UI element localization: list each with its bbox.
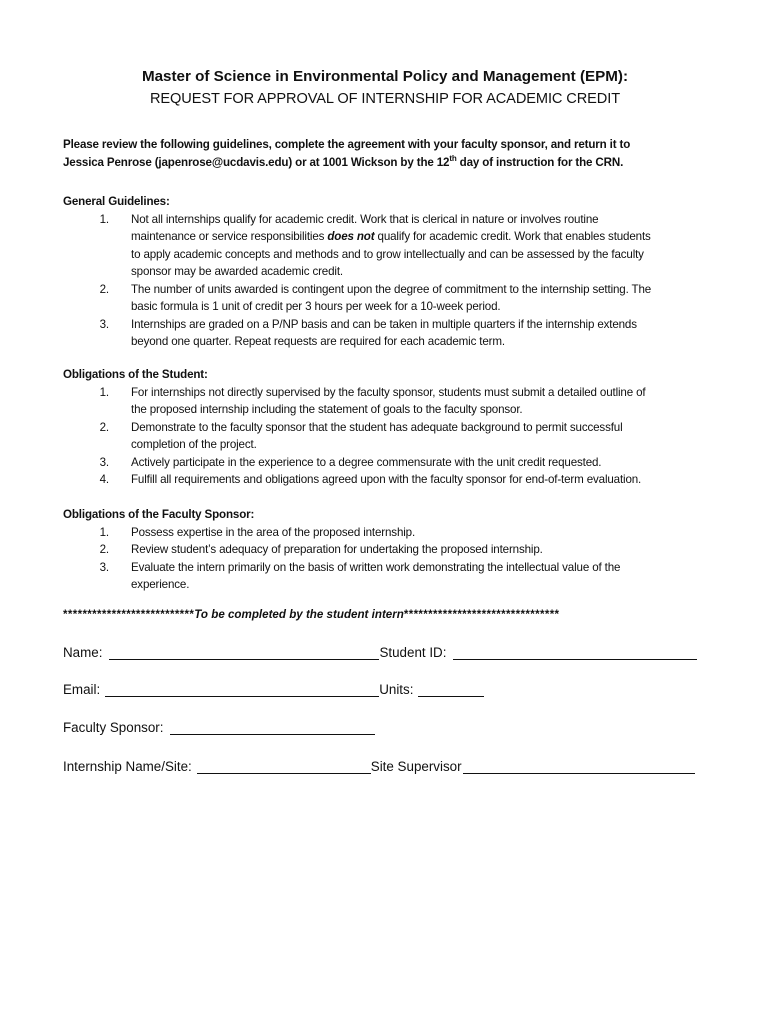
- list-number: 2.: [99, 543, 109, 556]
- intro-text: Jessica Penrose (japenrose@ucdavis.edu) or at 1001 Wickson by the 12: [63, 155, 450, 169]
- intro-paragraph: [63, 136, 723, 171]
- list-item: [63, 541, 723, 559]
- list-text: experience.: [131, 578, 190, 591]
- email-row: [63, 682, 484, 697]
- units-field[interactable]: [418, 682, 484, 697]
- ordinal-suffix: th: [449, 153, 457, 163]
- list-number: 3.: [99, 560, 109, 574]
- general-guidelines-section: [63, 193, 723, 351]
- list-text: completion of the project.: [131, 438, 257, 451]
- list-text: Evaluate the intern primarily on the basis of written work demonstrating the intellectual value of the: [131, 560, 621, 574]
- name-row: [63, 645, 697, 660]
- list-text: Actively participate in the experience to a degree commensurate with the unit credit requested.: [131, 455, 602, 469]
- list-item: [63, 454, 723, 472]
- site-supervisor-field[interactable]: [463, 759, 695, 774]
- list-text: The number of units awarded is contingent upon the degree of commitment to the internship setting. The: [131, 282, 652, 296]
- list-number: 1.: [99, 212, 109, 226]
- list-text: basic formula is 1 unit of credit per 3 hours per week for a 10-week period.: [131, 300, 501, 313]
- list-item: [63, 211, 723, 281]
- list-item: [63, 471, 723, 489]
- list-item: [63, 281, 723, 316]
- list-text: to apply academic concepts and methods and to grow intellectually and can be assessed by the faculty: [131, 247, 644, 261]
- units-label: Units:: [379, 682, 414, 697]
- list-text: sponsor may be awarded academic credit.: [131, 265, 343, 278]
- banner-label: To be completed by the student intern: [194, 608, 404, 621]
- list-text: Internships are graded on a P/NP basis and can be taken in multiple quarters if the internship extends: [131, 317, 637, 331]
- name-field[interactable]: [109, 645, 379, 660]
- intro-text: day of instruction for the CRN.: [456, 155, 624, 169]
- list-number: 3.: [99, 317, 109, 331]
- list-text: beyond one quarter. Repeat requests are required for each academic term.: [131, 335, 505, 348]
- list-number: 2.: [99, 282, 109, 296]
- list-number: 2.: [99, 420, 109, 434]
- section-heading: General Guidelines:: [63, 195, 170, 208]
- list-text-part: maintenance or service responsibilities: [131, 230, 328, 243]
- document-title: Master of Science in Environmental Policy and Management (EPM):: [141, 68, 629, 85]
- site-supervisor-label: Site Supervisor: [370, 759, 462, 774]
- faculty-sponsor-field[interactable]: [170, 720, 375, 735]
- list-text: For internships not directly supervised by the faculty sponsor, students must submit a detailed outline of: [131, 385, 646, 399]
- list-text: Possess expertise in the area of the proposed internship.: [131, 525, 416, 539]
- faculty-obligations-section: [63, 506, 723, 594]
- list-text: Demonstrate to the faculty sponsor that the student has adequate background to permit successful: [131, 420, 623, 434]
- faculty-sponsor-row: [63, 720, 375, 735]
- internship-site-label: Internship Name/Site:: [63, 759, 192, 774]
- name-label: Name:: [63, 645, 103, 660]
- email-label: Email:: [63, 682, 101, 697]
- list-item: [63, 316, 723, 351]
- internship-site-field[interactable]: [197, 759, 371, 774]
- emphasis-text: does not: [327, 230, 375, 243]
- section-heading: Obligations of the Faculty Sponsor:: [63, 508, 255, 521]
- list-number: 4.: [99, 473, 109, 486]
- intro-line: [63, 154, 723, 172]
- banner-stars-left: ***************************: [63, 608, 195, 621]
- student-obligations-section: [63, 366, 723, 489]
- internship-row: [63, 759, 695, 774]
- list-item: [63, 384, 723, 419]
- list-item: [63, 419, 723, 454]
- list-number: 1.: [99, 525, 109, 539]
- list-text: Not all internships qualify for academic credit. Work that is clerical in nature or involves routine: [131, 212, 599, 226]
- faculty-sponsor-label: Faculty Sponsor:: [63, 720, 164, 735]
- intro-line: Please review the following guidelines, complete the agreement with your faculty sponsor, and return it to: [63, 138, 631, 151]
- list-text: Review student’s adequacy of preparation for undertaking the proposed internship.: [131, 543, 543, 556]
- banner-stars-right: ********************************: [403, 608, 560, 621]
- email-field[interactable]: [105, 682, 379, 697]
- student-id-label: Student ID:: [379, 645, 447, 660]
- list-item: [63, 559, 723, 594]
- list-text-part: qualify for academic credit. Work that enables students: [374, 230, 651, 243]
- list-number: 3.: [99, 455, 109, 469]
- list-item: [63, 524, 723, 542]
- list-text: [131, 228, 723, 246]
- document-subtitle: REQUEST FOR APPROVAL OF INTERNSHIP FOR ACADEMIC CREDIT: [149, 91, 621, 107]
- student-section-banner: [63, 608, 723, 621]
- list-text: Fulfill all requirements and obligations agreed upon with the faculty sponsor for end-of-term evaluation.: [131, 473, 642, 486]
- section-heading: Obligations of the Student:: [63, 368, 208, 381]
- student-id-field[interactable]: [453, 645, 697, 660]
- list-number: 1.: [99, 385, 109, 399]
- list-text: the proposed internship including the statement of goals to the faculty sponsor.: [131, 403, 523, 416]
